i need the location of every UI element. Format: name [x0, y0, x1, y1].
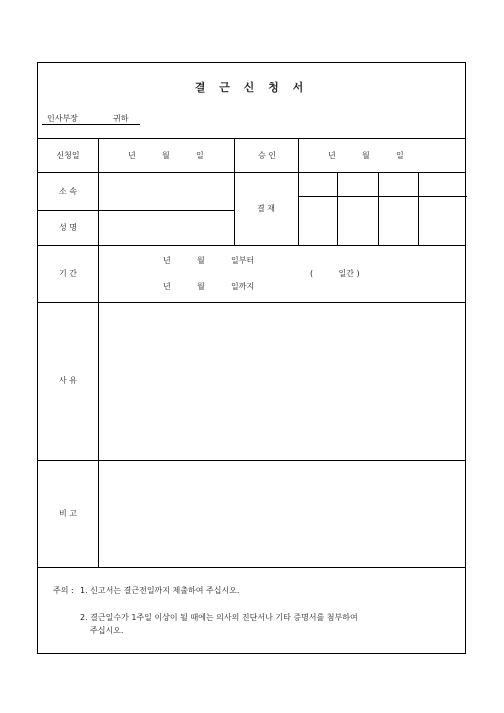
reason-label: 사 유 — [59, 376, 77, 385]
grid-line-sign-header — [298, 196, 467, 197]
recipient-suffix: 귀하 — [113, 114, 129, 123]
name-label: 성 명 — [59, 223, 77, 232]
grid-line-sign-1 — [337, 172, 338, 245]
period-to-suffix: 일까지 — [231, 282, 255, 291]
period-from-month: 월 — [197, 256, 205, 265]
period-to-year: 년 — [163, 282, 171, 291]
form-title: 결 근 신 청 서 — [194, 81, 309, 94]
approval-label: 승 인 — [258, 151, 276, 160]
grid-line-sign-3 — [418, 172, 419, 245]
grid-line-sign-left — [298, 172, 299, 245]
grid-line-approval — [298, 138, 299, 172]
period-to-month: 월 — [197, 282, 205, 291]
apply-year: 년 — [128, 151, 136, 160]
period-from-year: 년 — [163, 256, 171, 265]
apply-month: 월 — [162, 151, 170, 160]
recipient-underline — [42, 124, 140, 125]
apply-date-label: 신청일 — [56, 151, 80, 160]
grid-line-after-name — [38, 245, 465, 246]
notes-prefix: 주의 : — [53, 586, 74, 595]
absence-request-form — [37, 62, 466, 654]
note-item-1: 1. 신고서는 결근전일까지 제출하여 주십시오. — [80, 586, 240, 595]
grid-line-department — [38, 210, 234, 211]
grid-line-after-reason — [38, 460, 465, 461]
grid-line-middle — [234, 138, 235, 245]
approval-year: 년 — [328, 151, 336, 160]
note-item-2-line-1: 2. 결근일수가 1주일 이상이 될 때에는 의사의 진단서나 기타 증명서를 첨부하여 — [80, 613, 358, 622]
approval-day: 일 — [396, 151, 404, 160]
note-item-2-line-2: 주십시오. — [90, 626, 124, 635]
period-days: ( 일간 ) — [310, 269, 360, 278]
sign-label: 결 재 — [257, 204, 275, 213]
department-label: 소 속 — [59, 187, 77, 196]
grid-line-top — [38, 138, 465, 139]
grid-line-after-remarks — [38, 567, 465, 568]
approval-month: 월 — [362, 151, 370, 160]
grid-line-after-date-row — [38, 172, 465, 173]
period-label: 기 간 — [59, 269, 77, 278]
period-from-suffix: 일부터 — [231, 256, 255, 265]
apply-day: 일 — [196, 151, 204, 160]
grid-line-after-period — [38, 302, 465, 303]
grid-line-sign-2 — [378, 172, 379, 245]
remarks-label: 비 고 — [59, 509, 77, 518]
recipient-label: 인사부장 — [47, 114, 78, 123]
grid-line-label-column — [98, 138, 99, 567]
